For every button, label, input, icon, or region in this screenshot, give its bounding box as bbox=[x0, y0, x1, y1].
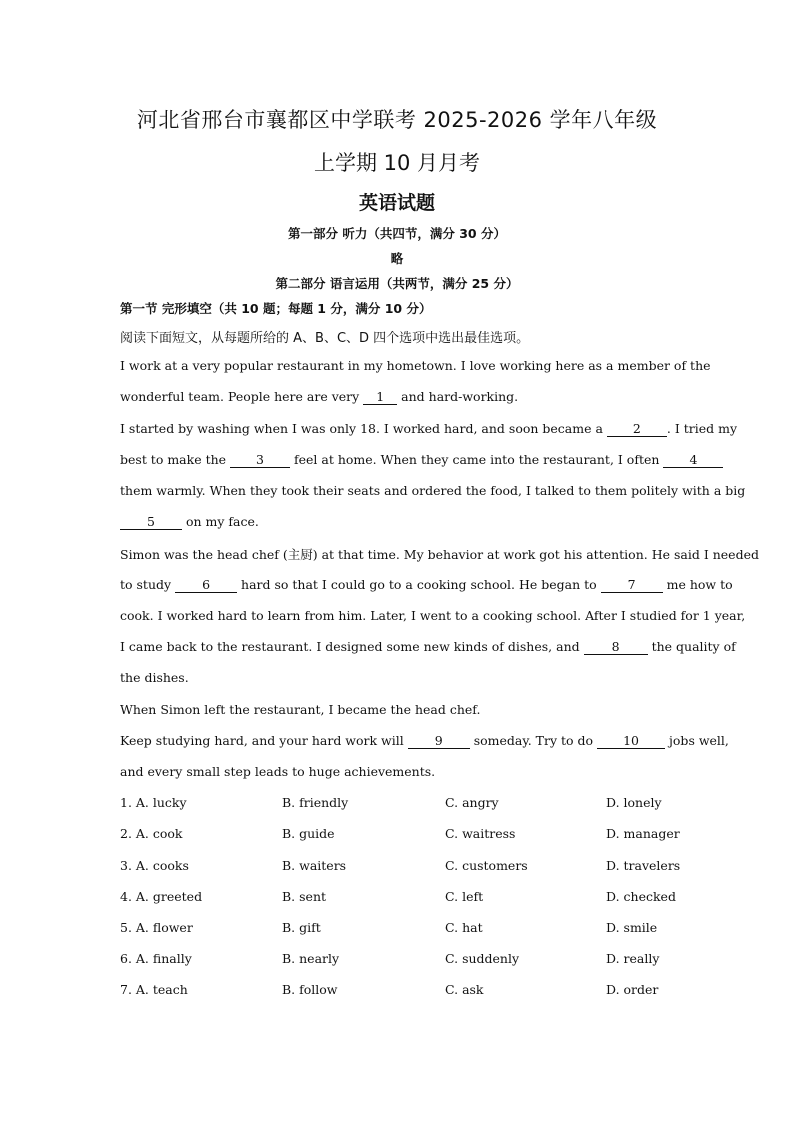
blank-6: 6 bbox=[175, 578, 237, 593]
option-c: C. customers bbox=[445, 858, 528, 873]
option-c: C. left bbox=[445, 889, 484, 904]
option-d: D. really bbox=[606, 951, 660, 966]
option-d: D. checked bbox=[606, 889, 676, 904]
option-row bbox=[120, 795, 680, 813]
passage-line bbox=[120, 389, 674, 405]
option-d: D. lonely bbox=[606, 795, 662, 810]
option-b: B. follow bbox=[282, 982, 338, 997]
passage-text: hard so that I could go to a cooking school. He began to bbox=[237, 577, 601, 592]
option-row bbox=[120, 826, 680, 844]
option-c: C. suddenly bbox=[445, 951, 520, 966]
blank-4: 4 bbox=[663, 453, 723, 468]
option-b: B. gift bbox=[282, 920, 321, 935]
option-a: 4. A. greeted bbox=[120, 889, 203, 904]
passage-line bbox=[120, 733, 729, 749]
option-b: B. waiters bbox=[282, 858, 347, 873]
passage-text: someday. Try to do bbox=[469, 733, 598, 748]
passage-line: the dishes. bbox=[120, 670, 189, 685]
blank-9: 9 bbox=[408, 734, 470, 749]
option-b: B. guide bbox=[282, 826, 335, 841]
exam-title: 河北省邢台市襄都区中学联考 2025-2026 学年八年级 bbox=[136, 108, 658, 132]
option-c: C. ask bbox=[445, 982, 484, 997]
blank-5: 5 bbox=[120, 515, 182, 530]
blank-3: 3 bbox=[230, 453, 290, 468]
passage-text: best to make the bbox=[120, 452, 231, 467]
part2-heading: 第二部分 语言运用（共两节，满分 25 分） bbox=[275, 276, 519, 291]
option-d: D. manager bbox=[606, 826, 680, 841]
passage-text: the quality of bbox=[647, 639, 736, 654]
option-a: 2. A. cook bbox=[120, 826, 183, 841]
passage-text: I started by washing when I was only 18. I worked hard, and soon became a bbox=[120, 421, 607, 436]
option-row bbox=[120, 982, 680, 1000]
subject-title: 英语试题 bbox=[358, 192, 435, 214]
option-c: C. waitress bbox=[445, 826, 516, 841]
option-a: 3. A. cooks bbox=[120, 858, 189, 873]
passage-text: me how to bbox=[662, 577, 733, 592]
passage-text: and hard-working. bbox=[397, 389, 519, 404]
passage-line bbox=[120, 421, 738, 437]
passage-line: cook. I worked hard to learn from him. Later, I went to a cooking school. After I studied for 1 year, bbox=[120, 608, 746, 623]
option-a: 5. A. flower bbox=[120, 920, 193, 935]
passage-line bbox=[120, 639, 736, 655]
passage-line bbox=[120, 577, 733, 593]
option-row bbox=[120, 951, 680, 969]
passage-text: jobs well, bbox=[665, 733, 729, 748]
exam-subtitle: 上学期 10 月月考 bbox=[313, 151, 481, 175]
passage-text: Keep studying hard, and your hard work will bbox=[120, 733, 408, 748]
passage-text: wonderful team. People here are very bbox=[120, 389, 364, 404]
option-a: 7. A. teach bbox=[120, 982, 188, 997]
blank-10: 10 bbox=[597, 734, 665, 749]
passage-text: . I tried my bbox=[666, 421, 738, 436]
option-b: B. sent bbox=[282, 889, 327, 904]
passage-line bbox=[120, 514, 674, 530]
passage-line: and every small step leads to huge achievements. bbox=[120, 764, 436, 779]
option-b: B. friendly bbox=[282, 795, 349, 810]
option-a: 1. A. lucky bbox=[120, 795, 187, 810]
passage-line: them warmly. When they took their seats and ordered the food, I talked to them politely with a big bbox=[120, 483, 746, 498]
option-row bbox=[120, 858, 680, 876]
passage-line: Simon was the head chef (主厨) at that time. My behavior at work got his attention. He said I needed bbox=[120, 547, 759, 562]
passage-line bbox=[120, 452, 698, 468]
blank-7: 7 bbox=[601, 578, 663, 593]
passage-line: When Simon left the restaurant, I became the head chef. bbox=[120, 702, 481, 717]
option-c: C. hat bbox=[445, 920, 483, 935]
blank-8: 8 bbox=[584, 640, 648, 655]
passage-line: I work at a very popular restaurant in my hometown. I love working here as a member of the bbox=[120, 358, 711, 373]
passage-text: on my face. bbox=[182, 514, 259, 529]
option-d: D. travelers bbox=[606, 858, 681, 873]
option-b: B. nearly bbox=[282, 951, 340, 966]
passage-text: feel at home. When they came into the restaurant, I often bbox=[290, 452, 664, 467]
passage-text: to study bbox=[120, 577, 176, 592]
option-c: C. angry bbox=[445, 795, 499, 810]
option-d: D. order bbox=[606, 982, 659, 997]
section1-instruction: 阅读下面短文，从每题所给的 A、B、C、D 四个选项中选出最佳选项。 bbox=[120, 331, 530, 346]
option-d: D. smile bbox=[606, 920, 658, 935]
part1-heading: 第一部分 听力（共四节，满分 30 分） bbox=[288, 226, 506, 241]
blank-2: 2 bbox=[607, 422, 667, 437]
option-row bbox=[120, 889, 680, 907]
option-row bbox=[120, 920, 680, 938]
part1-note: 略 bbox=[390, 251, 404, 266]
blank-1: 1 bbox=[363, 390, 397, 405]
option-a: 6. A. finally bbox=[120, 951, 192, 966]
section1-heading: 第一节 完形填空（共 10 题；每题 1 分，满分 10 分） bbox=[120, 301, 432, 316]
passage-text: I came back to the restaurant. I designed some new kinds of dishes, and bbox=[120, 639, 584, 654]
